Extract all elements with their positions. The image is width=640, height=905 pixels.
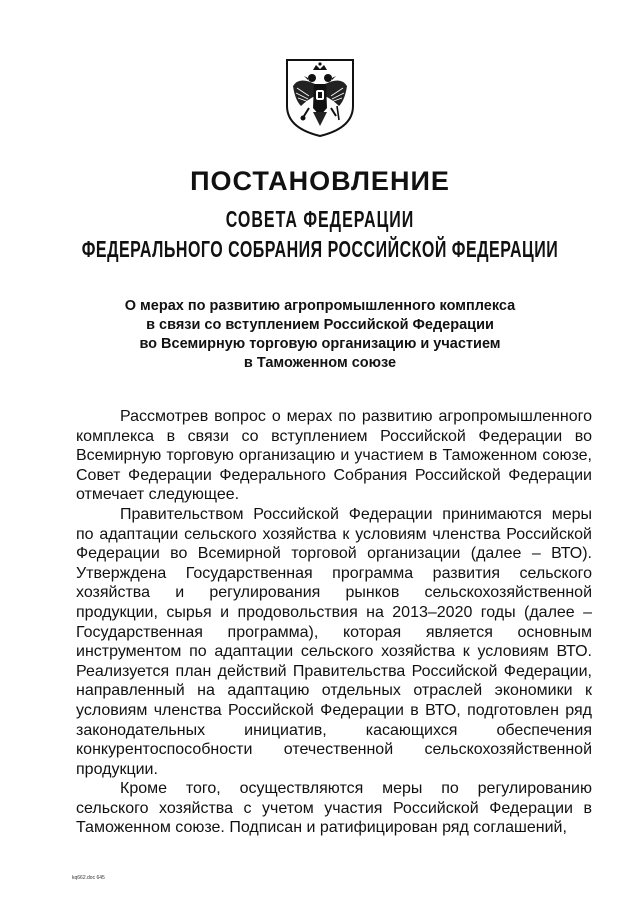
issuer-line-1: СОВЕТА ФЕДЕРАЦИИ: [225, 208, 415, 233]
body-paragraph-3: Кроме того, осуществляются меры по регулированию сельского хозяйства с учетом участия Российской Федерации в Таможенном союзе. Подписан и ратифицирован ряд соглашений,: [76, 780, 592, 837]
document-title: ПОСТАНОВЛЕНИЕ: [190, 166, 450, 196]
file-reference: kq662.doc 645: [72, 875, 105, 881]
heading-line: О мерах по развитию агропромышленного комплекса: [124, 298, 516, 314]
heading-line: во Всемирную торговую организацию и участием: [139, 336, 501, 352]
body-paragraph-2: Правительством Российской Федерации принимаются меры по адаптации сельского хозяйства к условиям членства Российской Федерации во Всемирной торговой организации (далее – ВТО). Утверждена Государственная программа развития сельского хозяйства и регулирования рынков сельскохозяйственной продукции, сырья и продовольствия на 2013–2020 годы (далее – Государственная программа), которая является основным инструментом по адаптации сельского хозяйства к условиям ВТО. Реализуется план действий Правительства Российской Федерации, направленный на адаптацию отдельных отраслей экономики к условиям членства Российской Федерации в ВТО, подготовлен ряд законодательных инициатив, касающихся обеспечения конкурентоспособности отечественной сельскохозяйственной продукции.: [76, 505, 592, 778]
resolution-heading: [90, 297, 550, 373]
body-paragraph-1: Рассмотрев вопрос о мерах по развитию агропромышленного комплекса в связи со вступлением Российской Федерации во Всемирную торговую организацию и участием в Таможенном союзе, Совет Федерации Федерального Собрания Российской Федерации отмечает следующее.: [76, 408, 592, 504]
issuer-line-2: ФЕДЕРАЛЬНОГО СОБРАНИЯ РОССИЙСКОЙ ФЕДЕРАЦИИ: [81, 238, 559, 263]
resolution-body: [76, 407, 592, 838]
heading-line: в связи со вступлением Российской Федерации: [146, 317, 494, 333]
coat-of-arms-icon: [279, 56, 361, 140]
heading-line: в Таможенном союзе: [243, 355, 397, 371]
